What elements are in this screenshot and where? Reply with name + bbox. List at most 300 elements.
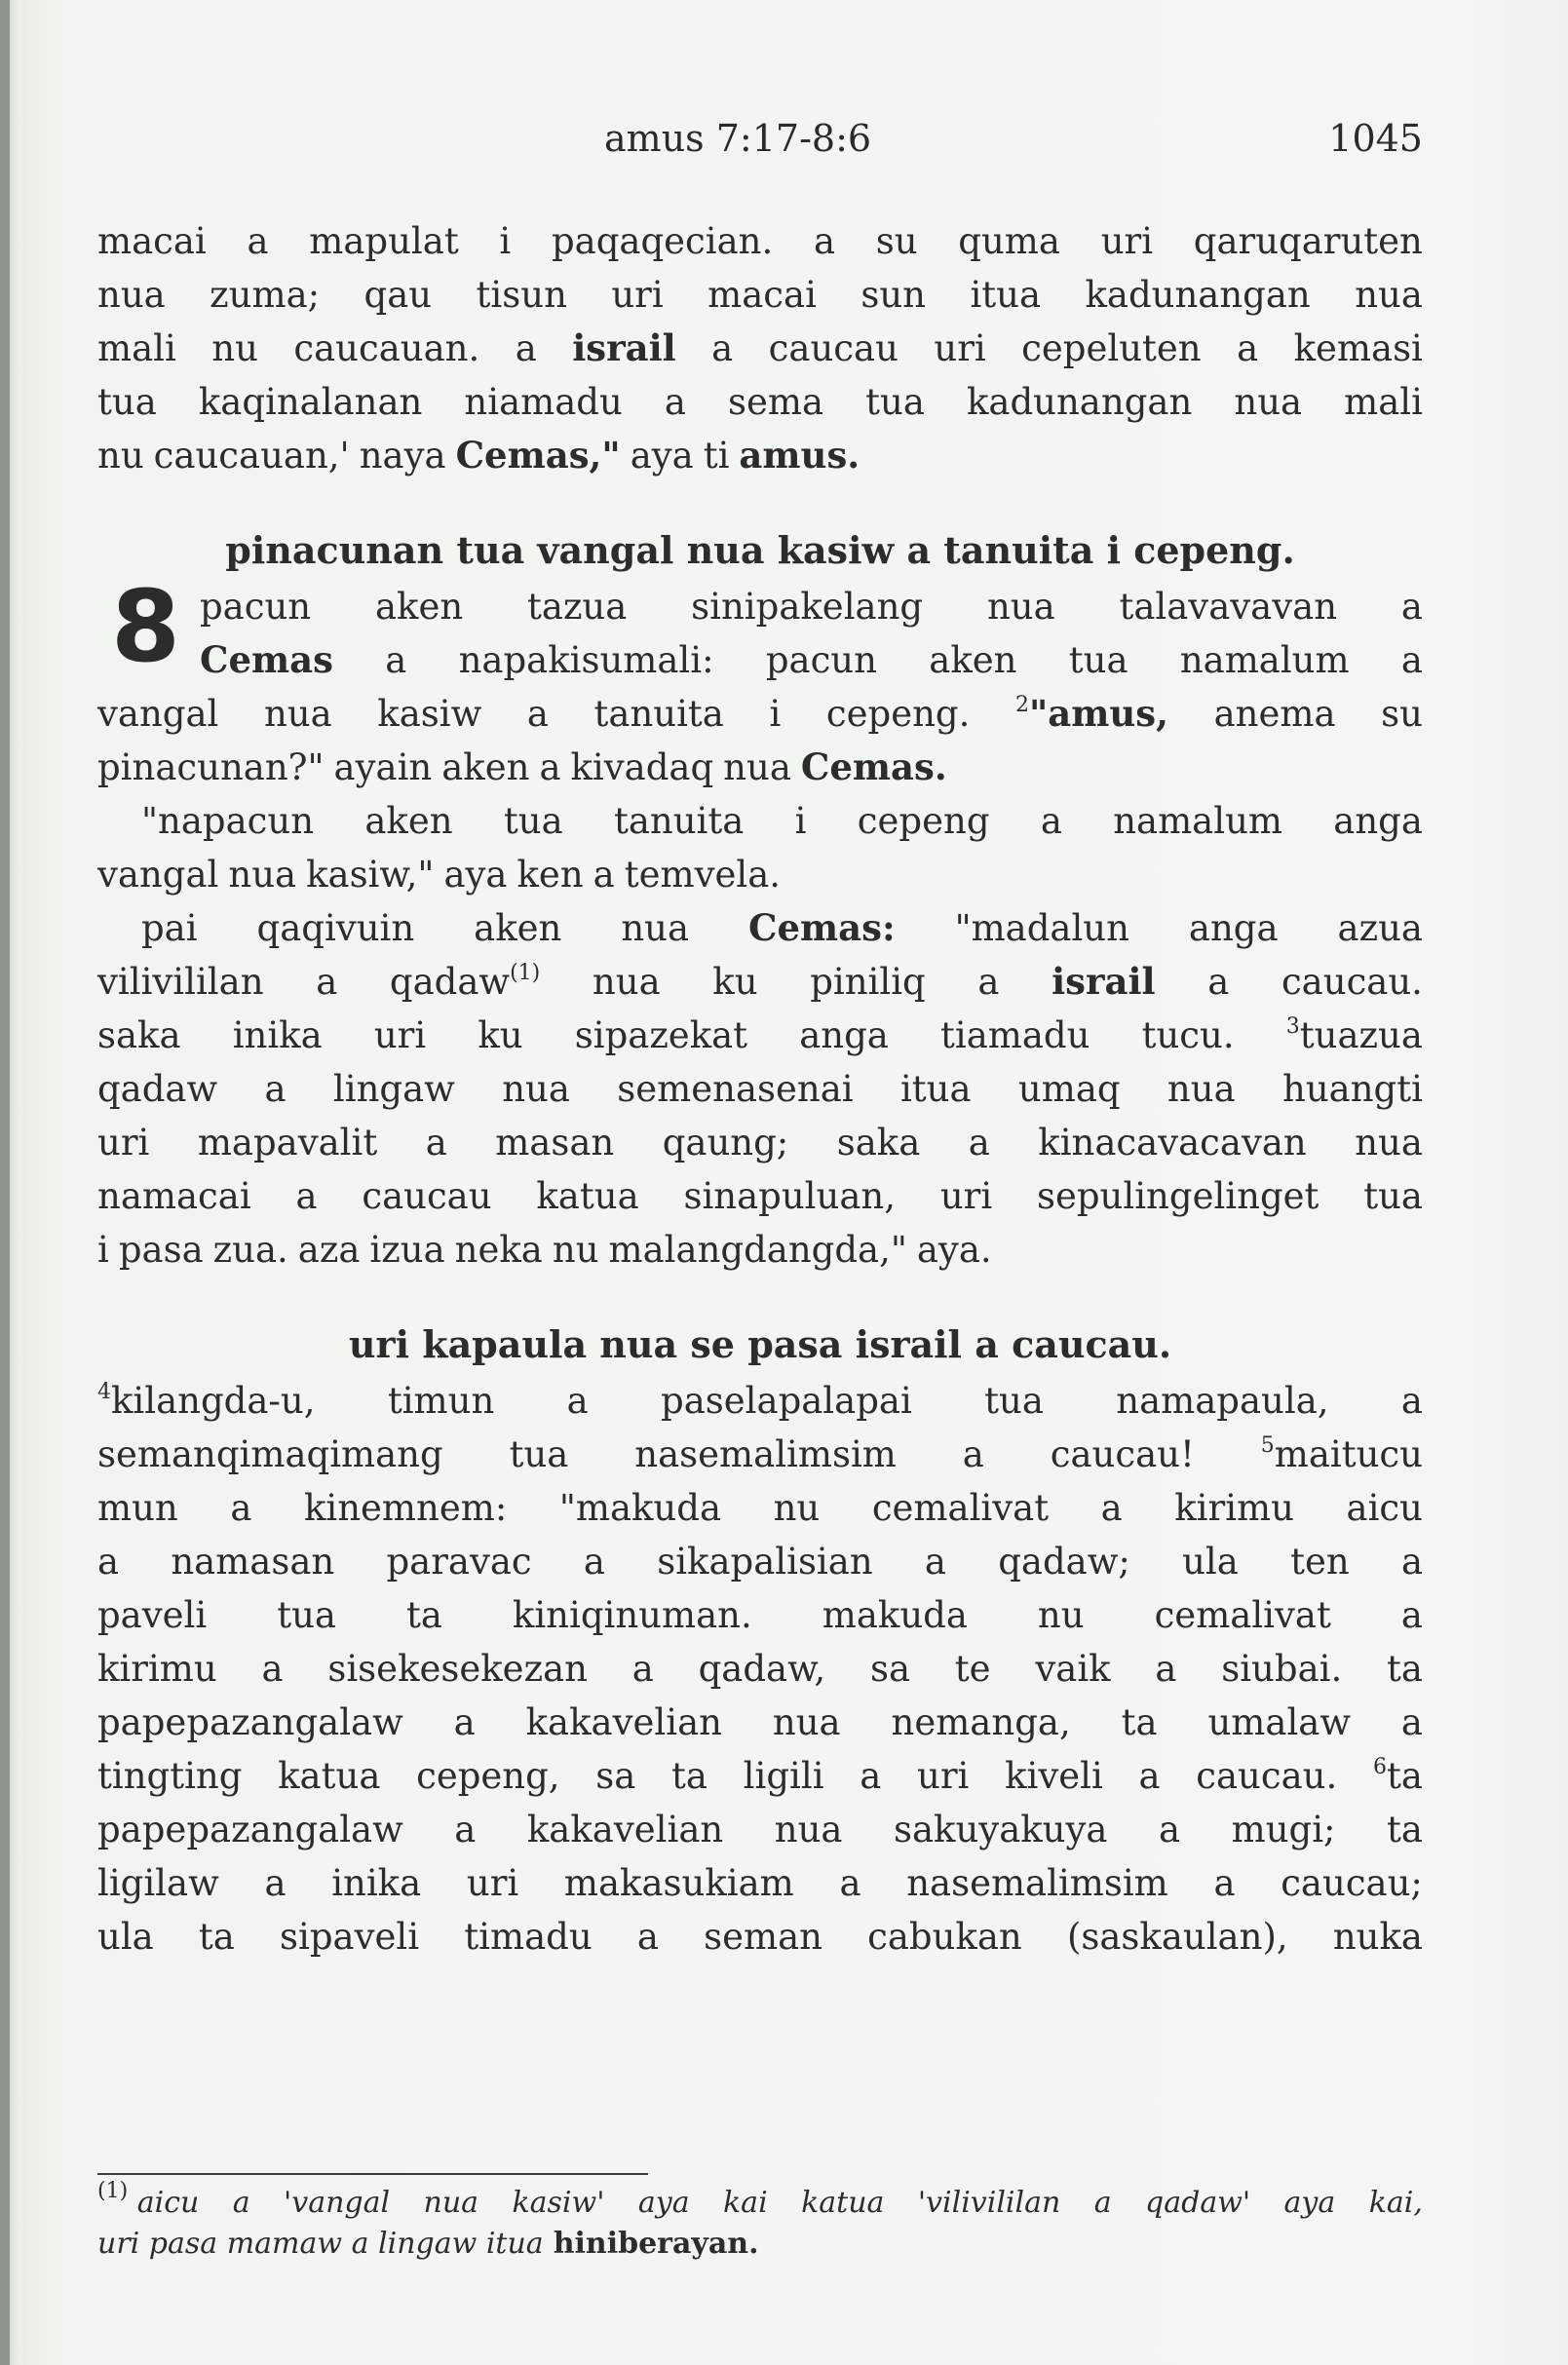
text-line bbox=[97, 1535, 1423, 1588]
word: a bbox=[1400, 1541, 1423, 1583]
word: macai bbox=[708, 274, 817, 316]
word: nemanga, bbox=[891, 1701, 1071, 1743]
word: kaqinalanan bbox=[198, 381, 423, 423]
word: caucau; bbox=[1281, 1862, 1423, 1904]
word: nua bbox=[228, 854, 297, 896]
word: paselapalapai bbox=[661, 1380, 912, 1422]
word: paqaqecian. bbox=[551, 220, 774, 262]
text-line bbox=[97, 901, 1423, 955]
word: uri bbox=[934, 327, 986, 369]
word-bold: Cemas," bbox=[455, 434, 621, 477]
word: macai bbox=[97, 220, 207, 262]
word: kadunangan bbox=[966, 381, 1193, 423]
chapter-number: 8 bbox=[111, 569, 180, 685]
text-line bbox=[97, 268, 1423, 322]
word: "madalun bbox=[954, 907, 1129, 949]
word: uri bbox=[466, 1862, 519, 1904]
word: ligili bbox=[743, 1755, 824, 1797]
word: ula bbox=[1182, 1541, 1239, 1583]
word: pai bbox=[141, 907, 198, 949]
word: a bbox=[924, 1541, 946, 1583]
word: mapavalit bbox=[197, 1122, 378, 1163]
page-spine-edge bbox=[0, 0, 10, 2365]
word: nu bbox=[552, 1229, 599, 1271]
word: i bbox=[499, 220, 512, 262]
word: papepazangalaw bbox=[97, 1809, 403, 1850]
word: a bbox=[526, 693, 549, 735]
word: aya. bbox=[916, 1229, 992, 1271]
text-line bbox=[97, 1374, 1423, 1428]
word: saka bbox=[97, 1014, 181, 1056]
text-line bbox=[97, 322, 1423, 375]
word: niamadu bbox=[464, 381, 623, 423]
word: a bbox=[566, 1380, 589, 1422]
word: mali bbox=[1344, 381, 1423, 423]
word: tua bbox=[509, 1433, 569, 1475]
word: timun bbox=[387, 1380, 495, 1422]
text-line bbox=[97, 214, 1423, 268]
word: namalum bbox=[1113, 800, 1282, 842]
word: anga bbox=[1188, 907, 1279, 949]
word: a bbox=[631, 1648, 654, 1690]
word: tazua bbox=[527, 586, 628, 628]
word: a bbox=[1207, 961, 1230, 1003]
word: a bbox=[316, 961, 338, 1003]
word: qaqivuin bbox=[256, 907, 415, 949]
word: a bbox=[1155, 1648, 1177, 1690]
word: namacai bbox=[97, 1175, 251, 1217]
word: nua bbox=[774, 1809, 843, 1850]
word: huangti bbox=[1281, 1068, 1423, 1110]
word: pacun bbox=[765, 639, 877, 681]
word: sa bbox=[869, 1648, 910, 1690]
text-line bbox=[97, 1428, 1423, 1481]
word: katua bbox=[801, 2186, 885, 2220]
verse-number: 2 bbox=[1014, 693, 1029, 717]
word: tisun bbox=[476, 274, 567, 316]
word: izua bbox=[369, 1229, 445, 1271]
word: te bbox=[954, 1648, 991, 1690]
word: a bbox=[539, 746, 561, 788]
word: aken bbox=[929, 639, 1017, 681]
word: caucau! bbox=[1050, 1433, 1195, 1475]
word: itua bbox=[899, 1068, 972, 1110]
word: a bbox=[247, 220, 269, 262]
running-header bbox=[97, 117, 1423, 175]
text-line bbox=[97, 687, 1423, 741]
word: a bbox=[425, 1122, 447, 1163]
word: a bbox=[1400, 1701, 1423, 1743]
text-line bbox=[97, 1588, 1423, 1642]
word: inika bbox=[331, 1862, 422, 1904]
word: talavavavan bbox=[1119, 586, 1338, 628]
word: a bbox=[264, 1862, 287, 1904]
word: a bbox=[664, 381, 686, 423]
word: tuazua bbox=[1299, 1014, 1423, 1056]
word: qaruqaruten bbox=[1193, 220, 1423, 262]
page-number: 1045 bbox=[1328, 117, 1423, 160]
word: kakavelian bbox=[525, 1701, 722, 1743]
word: nu bbox=[1037, 1594, 1085, 1636]
word-bold: israil bbox=[572, 326, 676, 369]
word: 'vangal bbox=[284, 2186, 391, 2220]
footnote-line bbox=[97, 2179, 1423, 2224]
word-bold: israil bbox=[1052, 960, 1156, 1003]
word: piniliq bbox=[810, 961, 926, 1003]
word: nua bbox=[423, 2186, 479, 2220]
word: sipazekat bbox=[574, 1014, 748, 1056]
word: a bbox=[264, 1068, 287, 1110]
word: tua bbox=[97, 381, 157, 423]
word: aya bbox=[1283, 2186, 1336, 2220]
word: anema bbox=[1213, 693, 1336, 735]
text-line bbox=[97, 375, 1423, 429]
word: kasiw bbox=[377, 693, 482, 735]
word: qau bbox=[363, 274, 433, 316]
word: caucauan. bbox=[293, 327, 480, 369]
word: "makuda bbox=[558, 1487, 722, 1529]
word: aken bbox=[364, 800, 453, 842]
word: kai bbox=[723, 2186, 768, 2220]
word: naya bbox=[359, 435, 446, 477]
word: ligilaw bbox=[97, 1862, 219, 1904]
word: kiniqinuman. bbox=[512, 1594, 752, 1636]
word: uri bbox=[611, 274, 664, 316]
text-line bbox=[97, 1749, 1423, 1803]
word: sema bbox=[728, 381, 824, 423]
footnote bbox=[97, 2179, 1423, 2265]
word: ken bbox=[516, 854, 584, 896]
text-line bbox=[97, 1481, 1423, 1535]
word: aza bbox=[297, 1229, 361, 1271]
word: neka bbox=[454, 1229, 543, 1271]
footnote-divider bbox=[97, 2173, 648, 2175]
word: tanuita bbox=[593, 693, 724, 735]
word: sikapalisian bbox=[657, 1541, 873, 1583]
word: kai, bbox=[1368, 2186, 1423, 2220]
word: quma bbox=[958, 220, 1060, 262]
word-bold: Cemas bbox=[200, 638, 333, 681]
word: sun bbox=[860, 274, 926, 316]
running-title: amus 7:17-8:6 bbox=[604, 117, 872, 160]
word: cepeng, bbox=[416, 1755, 560, 1797]
word: a bbox=[1400, 1380, 1423, 1422]
text-line bbox=[97, 1009, 1423, 1062]
word: a bbox=[1400, 639, 1423, 681]
word: nuka bbox=[1332, 1916, 1423, 1958]
word: cepeng bbox=[857, 800, 990, 842]
word: "napacun bbox=[141, 800, 315, 842]
word: zuma; bbox=[210, 274, 321, 316]
word: nua bbox=[1234, 381, 1303, 423]
word: paveli bbox=[97, 1594, 208, 1636]
word: i bbox=[794, 800, 807, 842]
word: a bbox=[1040, 800, 1062, 842]
paragraph-amus-7-17 bbox=[97, 214, 1423, 482]
word: sipaveli bbox=[280, 1916, 420, 1958]
word: qaung; bbox=[662, 1122, 789, 1163]
text-line bbox=[97, 955, 1423, 1009]
word: i bbox=[769, 693, 782, 735]
word: ayain bbox=[333, 746, 433, 788]
word-bold: amus. bbox=[739, 434, 860, 477]
word: mali bbox=[97, 327, 176, 369]
word: kadunangan bbox=[1085, 274, 1311, 316]
word: nasemalimsim bbox=[906, 1862, 1168, 1904]
word: nua bbox=[1355, 1122, 1423, 1163]
word: a bbox=[977, 961, 1000, 1003]
word: nua bbox=[502, 1068, 570, 1110]
word: ta bbox=[1387, 1648, 1423, 1690]
word: vangal bbox=[97, 854, 219, 896]
footnote-ref-group bbox=[390, 955, 540, 1009]
word: nu bbox=[773, 1487, 821, 1529]
text-line bbox=[97, 1116, 1423, 1169]
word: a bbox=[839, 1862, 861, 1904]
word: katua bbox=[278, 1755, 381, 1797]
word: makasukiam bbox=[563, 1862, 794, 1904]
text-line bbox=[97, 1223, 1423, 1277]
word: nua bbox=[772, 1701, 841, 1743]
word: nua bbox=[986, 586, 1055, 628]
word: pasa bbox=[118, 1229, 204, 1271]
word: ta bbox=[405, 1594, 442, 1636]
word: sisekesekezan bbox=[327, 1648, 588, 1690]
word: nua bbox=[1355, 274, 1423, 316]
word: paravac bbox=[386, 1541, 532, 1583]
word: a bbox=[636, 1916, 659, 1958]
word: kiveli bbox=[1005, 1755, 1103, 1797]
word: tucu. bbox=[1141, 1014, 1235, 1056]
text-line bbox=[97, 1803, 1423, 1856]
word: a bbox=[711, 327, 734, 369]
word: ku bbox=[478, 1014, 523, 1056]
word-bold: Cemas: bbox=[748, 906, 896, 949]
word: umalaw bbox=[1207, 1701, 1352, 1743]
word: temvela. bbox=[624, 854, 782, 896]
word: 'vilivililan bbox=[917, 2186, 1061, 2220]
word: nasemalimsim bbox=[634, 1433, 897, 1475]
word: nua bbox=[1166, 1068, 1236, 1110]
word: anga bbox=[1333, 800, 1423, 842]
word: a bbox=[813, 220, 836, 262]
word: ula bbox=[97, 1916, 154, 1958]
word: tanuita bbox=[613, 800, 745, 842]
verse-number: 4 bbox=[97, 1380, 111, 1404]
word: ta bbox=[671, 1755, 708, 1797]
word: a bbox=[1093, 2186, 1112, 2220]
word: anga bbox=[799, 1014, 889, 1056]
chapter-8-block bbox=[97, 569, 1423, 1277]
word: aicu bbox=[136, 2186, 200, 2220]
word: aken bbox=[441, 746, 530, 788]
word: a bbox=[230, 1487, 252, 1529]
verse-number: 6 bbox=[1372, 1755, 1387, 1779]
word: a bbox=[1213, 1862, 1236, 1904]
text-line bbox=[97, 794, 1423, 848]
word: aya bbox=[630, 435, 694, 477]
word: caucau. bbox=[1281, 961, 1423, 1003]
word: seman bbox=[704, 1916, 822, 1958]
footnote-marker: (1) bbox=[510, 961, 541, 985]
word: masan bbox=[495, 1122, 615, 1163]
word: a bbox=[1400, 1594, 1423, 1636]
word: lingaw bbox=[332, 1068, 455, 1110]
word: aken bbox=[474, 907, 562, 949]
word: nua bbox=[621, 907, 690, 949]
text-line bbox=[97, 1910, 1423, 1964]
word: namalum bbox=[1179, 639, 1350, 681]
word: a bbox=[1138, 1755, 1161, 1797]
word: vilivililan bbox=[97, 961, 264, 1003]
word: sinipakelang bbox=[691, 586, 924, 628]
word: tiamadu bbox=[940, 1014, 1090, 1056]
word: caucau bbox=[362, 1175, 492, 1217]
word: a bbox=[232, 2186, 250, 2220]
word: ten bbox=[1290, 1541, 1350, 1583]
word: a bbox=[1400, 586, 1423, 628]
word: a bbox=[583, 1541, 605, 1583]
word: tua bbox=[277, 1594, 336, 1636]
word: qadaw; bbox=[998, 1541, 1130, 1583]
word: cemalivat bbox=[1154, 1594, 1331, 1636]
word: ta bbox=[1387, 1809, 1423, 1850]
word: cepeng. bbox=[825, 693, 971, 735]
word: nua bbox=[97, 274, 166, 316]
word: nua bbox=[592, 961, 661, 1003]
verse-3-group bbox=[1286, 1009, 1423, 1062]
footnote-text-bold: hiniberayan. bbox=[553, 2227, 759, 2261]
word: azua bbox=[1337, 907, 1423, 949]
word: namapaula, bbox=[1116, 1380, 1329, 1422]
word: a bbox=[1237, 327, 1259, 369]
word: kilangda-u, bbox=[111, 1380, 316, 1422]
word: a bbox=[962, 1433, 984, 1475]
word: uri bbox=[373, 1014, 427, 1056]
word: pacun bbox=[200, 586, 312, 628]
verse-6-group bbox=[1373, 1749, 1423, 1803]
word: katua bbox=[536, 1175, 639, 1217]
text-line bbox=[97, 429, 1423, 482]
text-line bbox=[97, 848, 1423, 901]
word: ku bbox=[712, 961, 758, 1003]
word: nua bbox=[263, 693, 332, 735]
footnote-lead-group bbox=[97, 2179, 200, 2224]
word: kakavelian bbox=[526, 1809, 724, 1850]
word: kivadaq bbox=[570, 746, 714, 788]
text-line bbox=[97, 633, 1423, 687]
word: tua bbox=[984, 1380, 1044, 1422]
text-line bbox=[97, 1696, 1423, 1749]
word: semenasenai bbox=[617, 1068, 854, 1110]
word: umaq bbox=[1017, 1068, 1121, 1110]
word: tua bbox=[503, 800, 563, 842]
word: aya bbox=[443, 854, 508, 896]
paragraph-verses-4-6 bbox=[97, 1374, 1423, 1964]
word: cemalivat bbox=[871, 1487, 1050, 1529]
word: pinacunan?" bbox=[97, 746, 325, 788]
word: kemasi bbox=[1293, 327, 1423, 369]
word: a bbox=[295, 1175, 318, 1217]
word: qadaw bbox=[389, 961, 511, 1003]
word: mapulat bbox=[309, 220, 459, 262]
word-bold: "amus, bbox=[1028, 692, 1168, 735]
word: uri bbox=[97, 1122, 150, 1163]
word: a bbox=[860, 1755, 882, 1797]
word: cabukan bbox=[867, 1916, 1022, 1958]
word: uri bbox=[939, 1175, 993, 1217]
verse-number: 5 bbox=[1260, 1433, 1275, 1458]
section-heading: pinacunan tua vangal nua kasiw a tanuita i cepeng. bbox=[225, 528, 1295, 572]
text-line bbox=[97, 580, 1423, 633]
text-line bbox=[97, 1642, 1423, 1696]
word: qadaw bbox=[97, 1068, 218, 1110]
word: i bbox=[97, 1229, 109, 1271]
word: a bbox=[968, 1122, 990, 1163]
word: cepeluten bbox=[1021, 327, 1202, 369]
word: kasiw' bbox=[512, 2186, 605, 2220]
word: qadaw, bbox=[698, 1648, 826, 1690]
word: papepazangalaw bbox=[97, 1701, 403, 1743]
word: caucau. bbox=[1196, 1755, 1338, 1797]
word: vaik bbox=[1035, 1648, 1111, 1690]
word: timadu bbox=[464, 1916, 593, 1958]
word: inika bbox=[232, 1014, 323, 1056]
text-line bbox=[97, 1856, 1423, 1910]
word: kirimu bbox=[1174, 1487, 1294, 1529]
footnote-text: uri pasa mamaw a lingaw itua bbox=[97, 2227, 544, 2261]
word: a bbox=[261, 1648, 284, 1690]
footnote-marker: (1) bbox=[97, 2179, 129, 2203]
word: a bbox=[515, 327, 537, 369]
word: tingting bbox=[97, 1755, 243, 1797]
word: kinacavacavan bbox=[1038, 1122, 1307, 1163]
text-line bbox=[97, 1062, 1423, 1116]
word: aken bbox=[374, 586, 464, 628]
verse-2-group bbox=[1015, 687, 1168, 741]
word: sakuyakuya bbox=[894, 1809, 1108, 1850]
word: a bbox=[453, 1701, 476, 1743]
word: sepulingelinget bbox=[1036, 1175, 1319, 1217]
word: caucau bbox=[768, 327, 899, 369]
word: mun bbox=[97, 1487, 178, 1529]
word: tua bbox=[1068, 639, 1128, 681]
verse-4-group bbox=[97, 1374, 316, 1428]
word: nua bbox=[723, 746, 791, 788]
verse-5-group bbox=[1261, 1428, 1423, 1481]
text-line bbox=[97, 741, 1423, 794]
text-line bbox=[97, 1169, 1423, 1223]
word: aya bbox=[637, 2186, 690, 2220]
word: itua bbox=[970, 274, 1042, 316]
word: a bbox=[97, 1541, 120, 1583]
word: tua bbox=[1363, 1175, 1423, 1217]
word: uri bbox=[917, 1755, 970, 1797]
footnote-line bbox=[97, 2224, 1423, 2265]
word: siubai. bbox=[1221, 1648, 1343, 1690]
spacer bbox=[97, 482, 1423, 521]
word: ta bbox=[198, 1916, 235, 1958]
word: kasiw," bbox=[306, 854, 435, 896]
word: a bbox=[593, 854, 615, 896]
spacer bbox=[97, 1277, 1423, 1316]
word: su bbox=[1381, 693, 1423, 735]
word: semanqimaqimang bbox=[97, 1433, 443, 1475]
word: kirimu bbox=[97, 1648, 217, 1690]
word: qadaw' bbox=[1145, 2186, 1251, 2220]
word: a bbox=[1100, 1487, 1123, 1529]
word: mugi; bbox=[1231, 1809, 1336, 1850]
